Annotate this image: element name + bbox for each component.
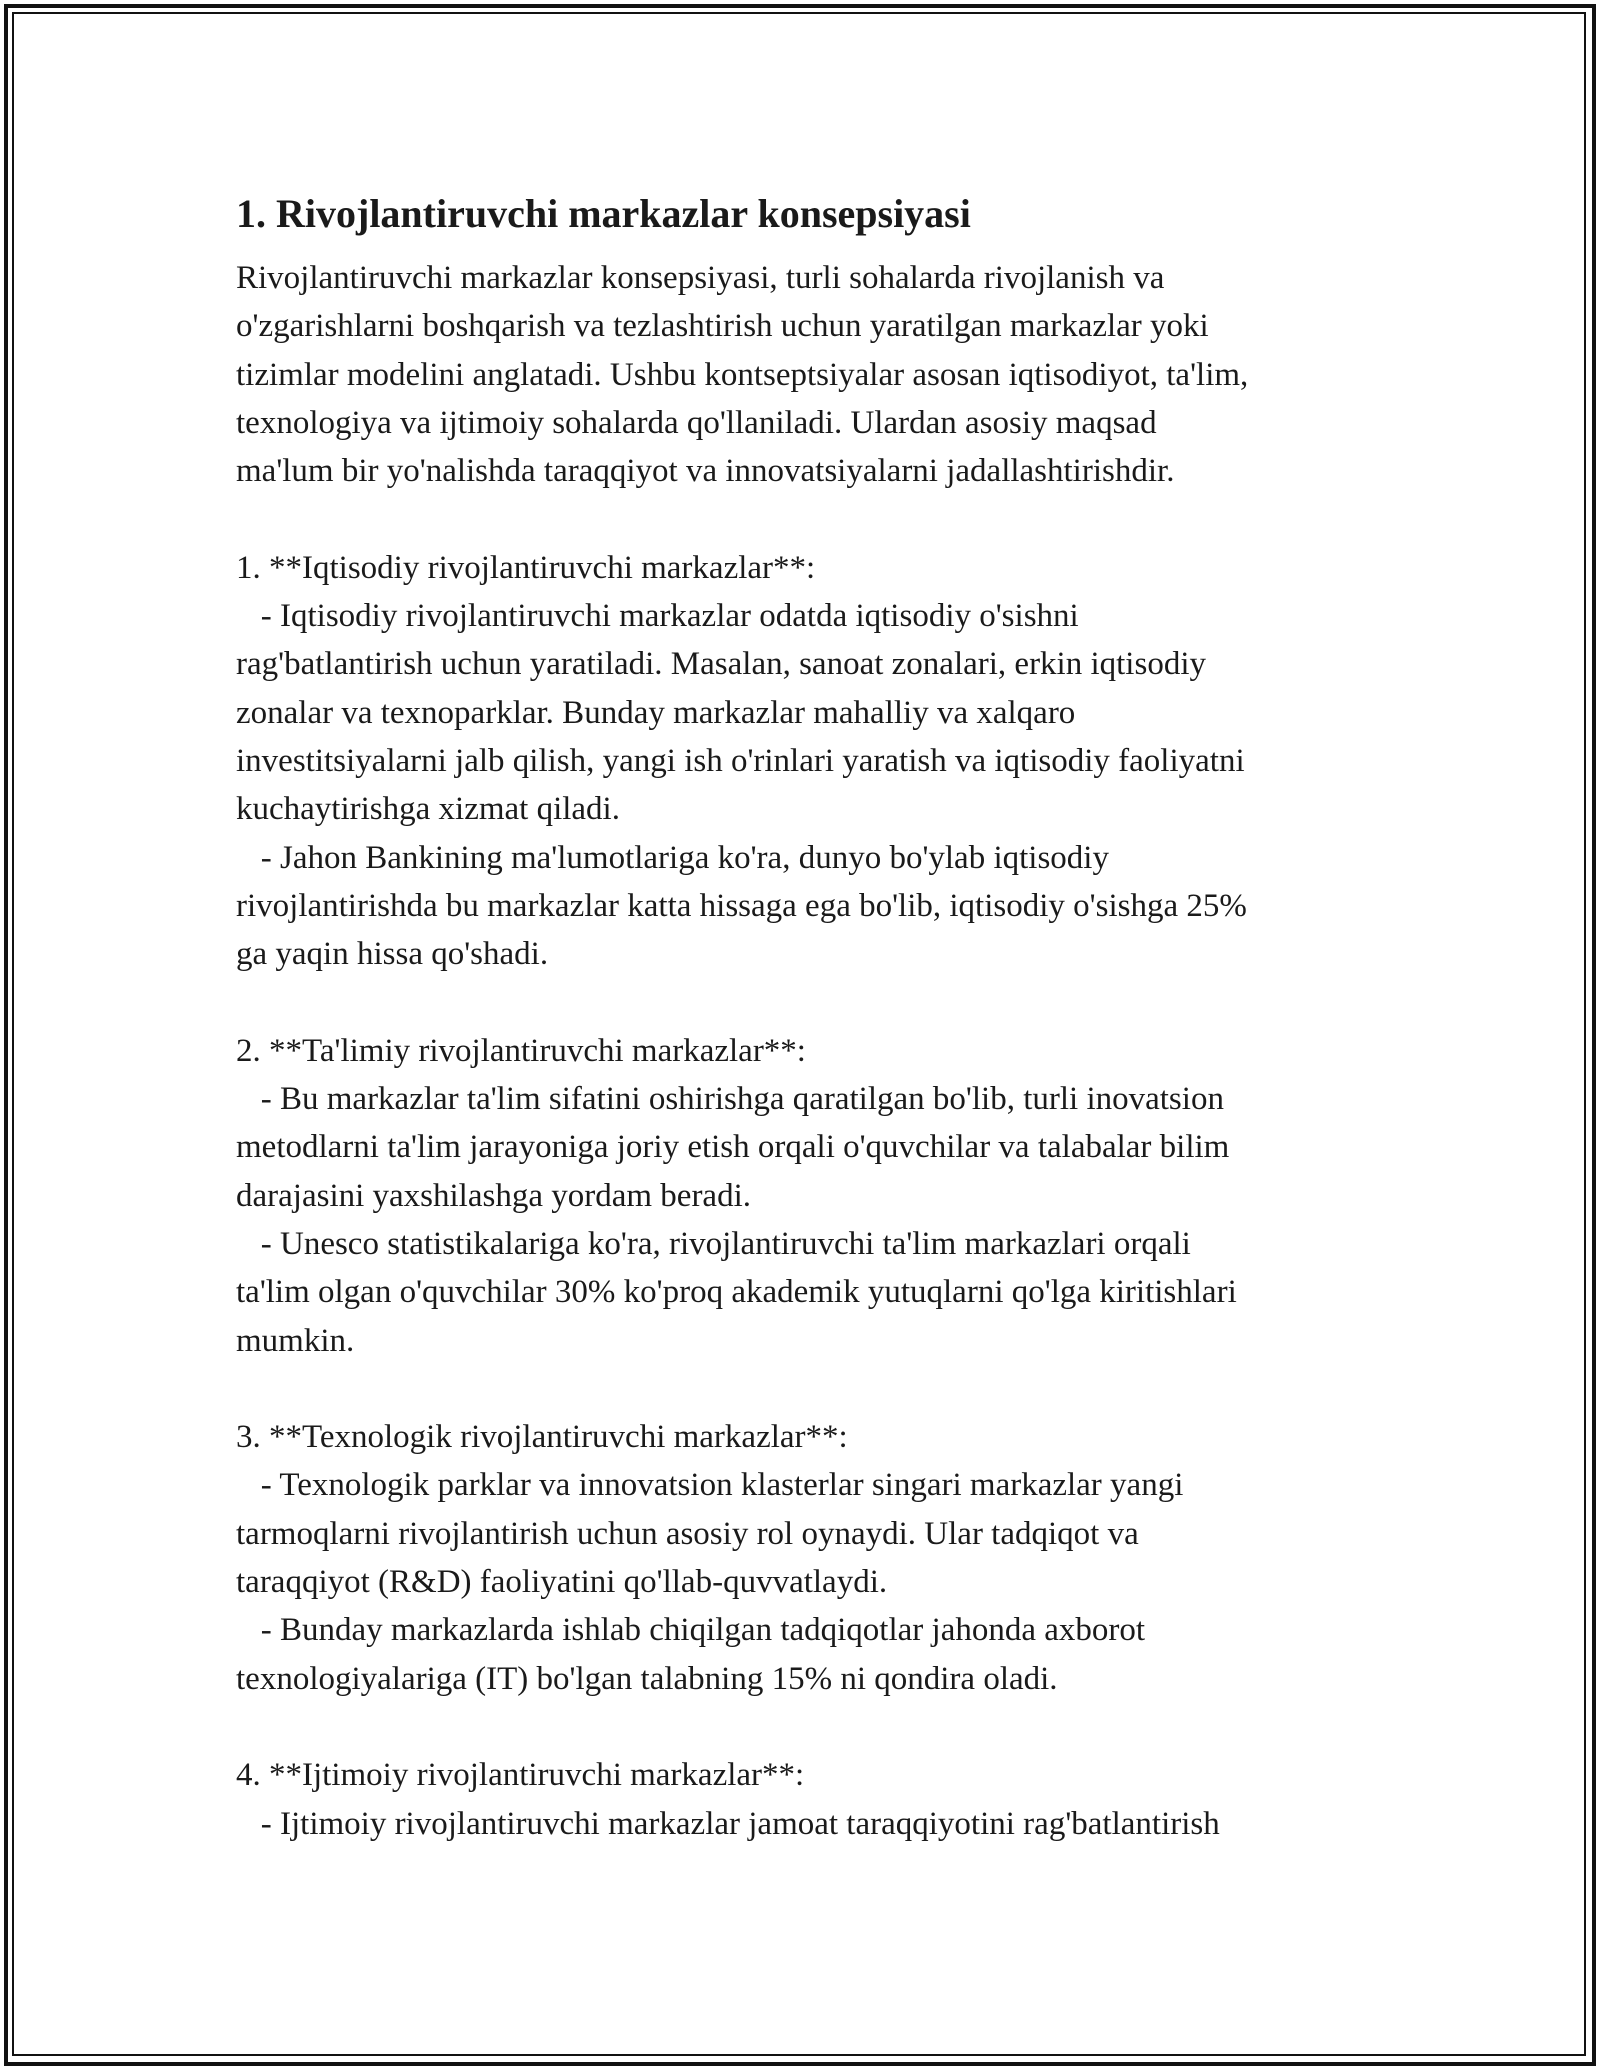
text-line: texnologiya va ijtimoiy sohalarda qo'llaniladi. Ulardan asosiy maqsad [236, 404, 1157, 441]
text-line: 1. **Iqtisodiy rivojlantiruvchi markazlar**: [236, 549, 816, 586]
document-heading: 1. Rivojlantiruvchi markazlar konsepsiyasi [236, 191, 971, 236]
text-line: - Jahon Bankining ma'lumotlariga ko'ra, dunyo bo'ylab iqtisodiy [236, 839, 1109, 876]
text-line: tarmoqlarni rivojlantirish uchun asosiy rol oynaydi. Ular tadqiqot va [236, 1515, 1139, 1552]
text-line: - Bunday markazlarda ishlab chiqilgan tadqiqotlar jahonda axborot [236, 1612, 1146, 1649]
blank-line [236, 978, 1376, 1026]
text-line: - Iqtisodiy rivojlantiruvchi markazlar odatda iqtisodiy o'sishni [236, 598, 1079, 635]
text-line: - Unesco statistikalariga ko'ra, rivojlantiruvchi ta'lim markazlari orqali [236, 1225, 1191, 1262]
text-line: 2. **Ta'limiy rivojlantiruvchi markazlar**: [236, 1032, 806, 1069]
text-line: investitsiyalarni jalb qilish, yangi ish o'rinlari yaratish va iqtisodiy faoliyatni [236, 742, 1245, 779]
text-line: - Texnologik parklar va innovatsion klasterlar singari markazlar yangi [236, 1467, 1184, 1504]
document-text [236, 254, 1376, 1848]
text-line: ga yaqin hissa qo'shadi. [236, 936, 549, 973]
text-line: zonalar va texnoparklar. Bunday markazlar mahalliy va xalqaro [236, 694, 1076, 731]
text-line: darajasini yaxshilashga yordam beradi. [236, 1177, 751, 1214]
text-line: kuchaytirishga xizmat qiladi. [236, 791, 620, 828]
text-line: rag'batlantirish uchun yaratiladi. Masalan, sanoat zonalari, erkin iqtisodiy [236, 646, 1206, 683]
text-line: ta'lim olgan o'quvchilar 30% ko'proq akademik yutuqlarni qo'lga kiritishlari [236, 1274, 1237, 1311]
text-line: ma'lum bir yo'nalishda taraqqiyot va innovatsiyalarni jadallashtirishdir. [236, 453, 1175, 490]
document-body [236, 186, 1376, 1848]
text-line: tizimlar modelini anglatadi. Ushbu kontseptsiyalar asosan iqtisodiyot, ta'lim, [236, 356, 1249, 393]
text-line: texnologiyalariga (IT) bo'lgan talabning 15% ni qondira oladi. [236, 1660, 1058, 1697]
blank-line [236, 1365, 1376, 1413]
text-line: Rivojlantiruvchi markazlar konsepsiyasi, turli sohalarda rivojlanish va [236, 260, 1165, 296]
blank-line [236, 495, 1376, 543]
text-line: o'zgarishlarni boshqarish va tezlashtirish uchun yaratilgan markazlar yoki [236, 308, 1209, 345]
text-line: 3. **Texnologik rivojlantiruvchi markazlar**: [236, 1419, 848, 1456]
text-line: mumkin. [236, 1322, 355, 1359]
text-line: - Bu markazlar ta'lim sifatini oshirishga qaratilgan bo'lib, turli inovatsion [236, 1081, 1224, 1118]
text-line: metodlarni ta'lim jarayoniga joriy etish orqali o'quvchilar va talabalar bilim [236, 1129, 1230, 1166]
text-line: - Ijtimoiy rivojlantiruvchi markazlar jamoat taraqqiyotini rag'batlantirish [236, 1805, 1220, 1842]
text-line: 4. **Ijtimoiy rivojlantiruvchi markazlar**: [236, 1757, 805, 1794]
text-line: rivojlantirishda bu markazlar katta hissaga ega bo'lib, iqtisodiy o'sishga 25% [236, 887, 1247, 924]
text-line: taraqqiyot (R&D) faoliyatini qo'llab-quvvatlaydi. [236, 1564, 888, 1601]
blank-line [236, 1703, 1376, 1751]
